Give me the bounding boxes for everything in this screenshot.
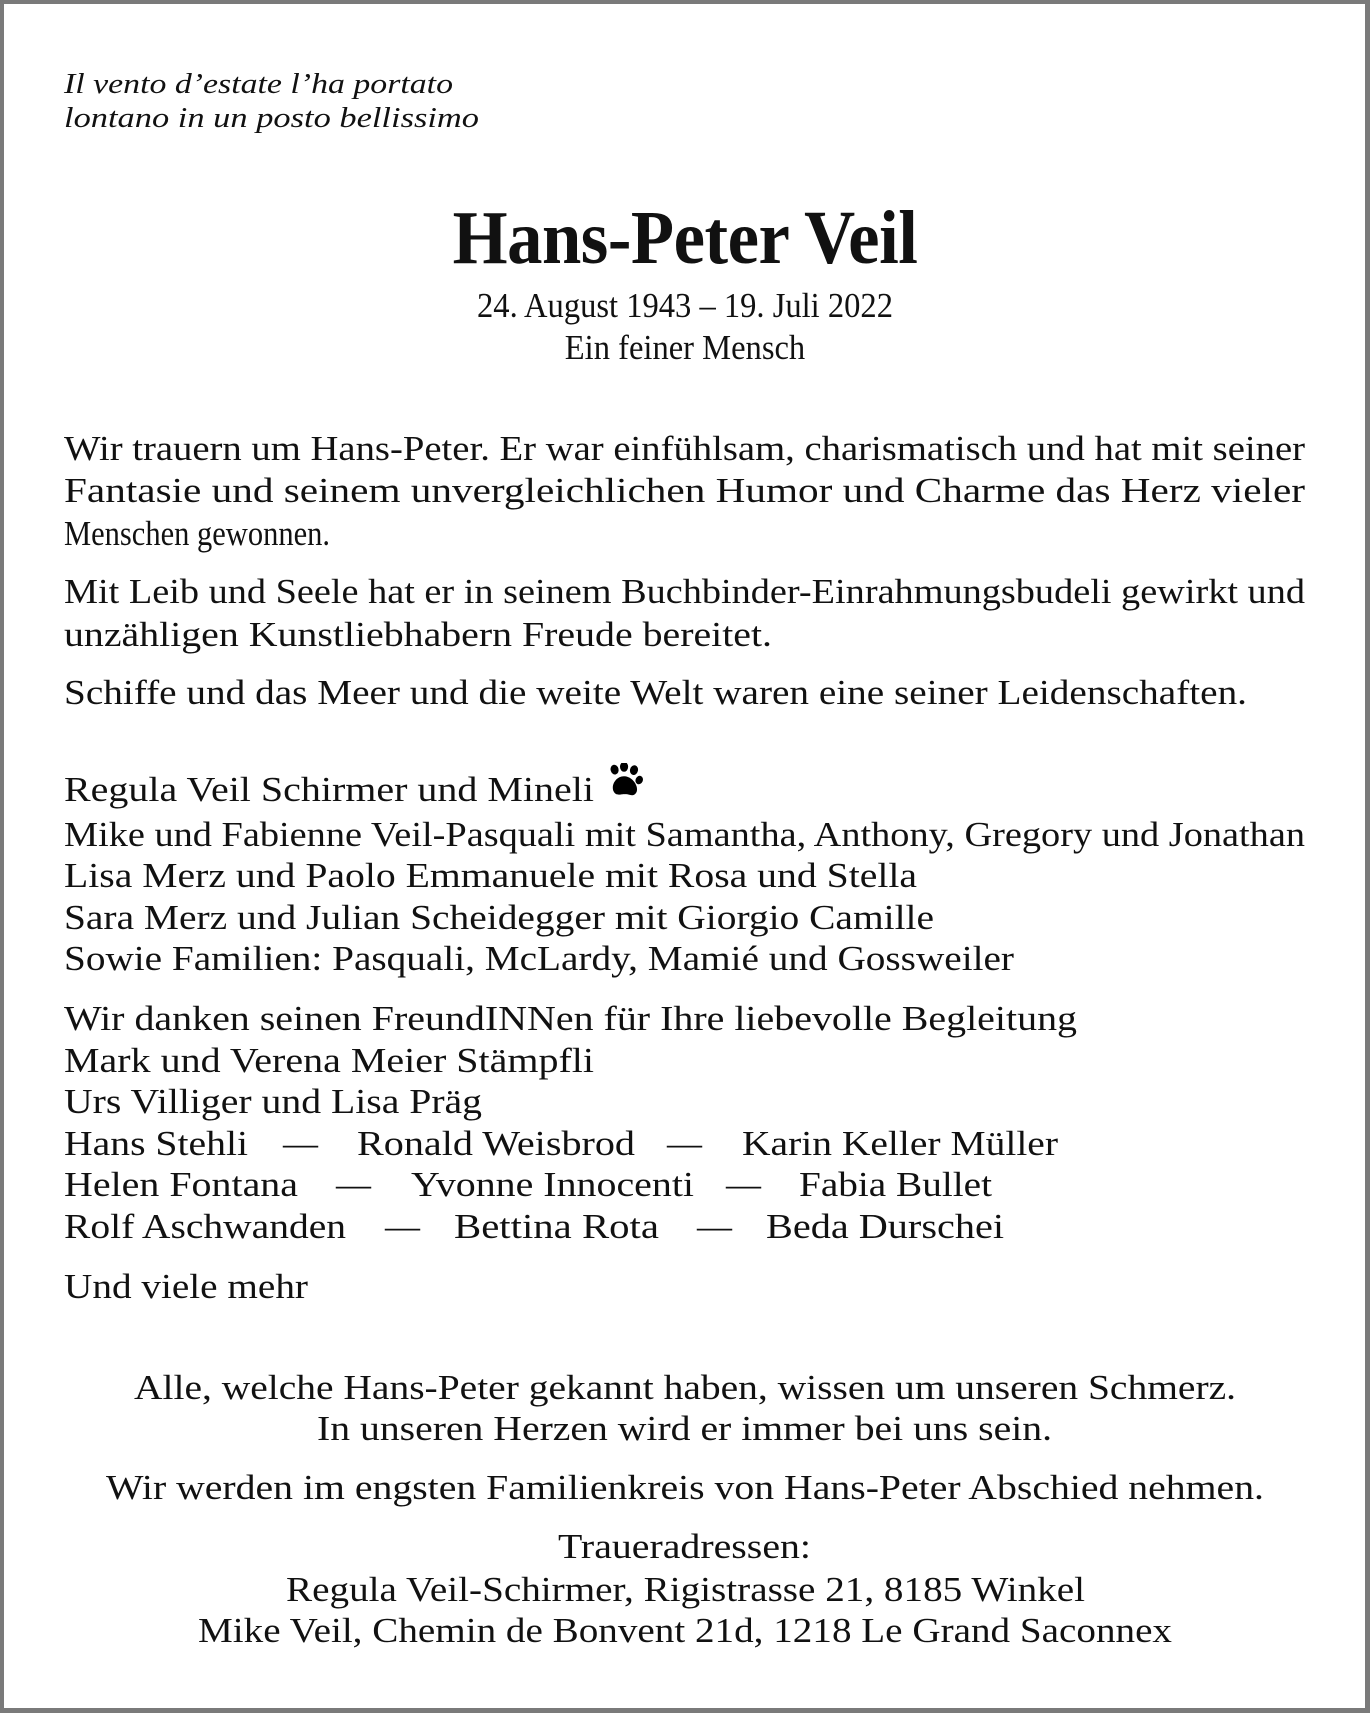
paw-print-icon	[606, 763, 644, 799]
separator-dash: —	[336, 1165, 371, 1204]
addresses-label: Traueradressen:	[558, 1527, 811, 1566]
paragraph-1-line-2: Fantasie und seinem unvergleichlichen Humor und Charme das Herz vieler	[64, 471, 1305, 510]
friend-name: Karin Keller Müller	[742, 1124, 1058, 1163]
friend-name: Rolf Aschwanden	[64, 1207, 346, 1246]
paragraph-1-line-3: Menschen gewonnen.	[64, 514, 330, 553]
friends-line-2: Urs Villiger und Lisa Präg	[64, 1082, 482, 1121]
paragraph-2-line-1: Mit Leib und Seele hat er in seinem Buchbinder-Einrahmungsbudeli gewirkt und	[64, 572, 1305, 611]
farewell-line: Wir werden im engsten Familienkreis von Hans-Peter Abschied nehmen.	[106, 1468, 1264, 1507]
separator-dash: —	[385, 1207, 420, 1246]
address-line-1: Regula Veil-Schirmer, Rigistrasse 21, 8185 Winkel	[286, 1570, 1085, 1609]
family-line-3: Lisa Merz und Paolo Emmanuele mit Rosa und Stella	[64, 856, 917, 895]
tagline: Ein feiner Mensch	[564, 328, 806, 367]
friend-name: Helen Fontana	[64, 1165, 298, 1204]
motto-line-1: Il vento d’estate l’ha portato	[64, 68, 453, 100]
separator-dash: —	[697, 1207, 732, 1246]
family-line-2: Mike und Fabienne Veil-Pasquali mit Samantha, Anthony, Gregory und Jonathan	[64, 815, 1305, 854]
friends-intro: Wir danken seinen FreundINNen für Ihre liebevolle Begleitung	[64, 999, 1077, 1038]
motto-line-2: lontano in un posto bellissimo	[64, 102, 479, 134]
friend-name: Beda Durschei	[766, 1207, 1004, 1246]
friends-line-1: Mark und Verena Meier Stämpfli	[64, 1041, 594, 1080]
family-line-4: Sara Merz und Julian Scheidegger mit Giorgio Camille	[64, 898, 934, 937]
paragraph-3-line-1: Schiffe und das Meer und die weite Welt waren eine seiner Leidenschaften.	[64, 673, 1247, 712]
friend-name: Yvonne Innocenti	[411, 1165, 694, 1204]
separator-dash: —	[726, 1165, 761, 1204]
friend-name: Ronald Weisbrod	[357, 1124, 635, 1163]
friend-name: Bettina Rota	[454, 1207, 659, 1246]
separator-dash: —	[667, 1124, 702, 1163]
friends-closing: Und viele mehr	[64, 1267, 308, 1306]
friend-name: Hans Stehli	[64, 1124, 248, 1163]
paragraph-2-line-2: unzähligen Kunstliebhabern Freude bereitet.	[64, 615, 772, 654]
paragraph-1-line-1: Wir trauern um Hans-Peter. Er war einfühlsam, charismatisch und hat mit seiner	[64, 429, 1305, 468]
closing-line-2: In unseren Herzen wird er immer bei uns sein.	[317, 1409, 1052, 1448]
life-dates: 24. August 1943 – 19. Juli 2022	[477, 286, 893, 325]
deceased-name: Hans-Peter Veil	[452, 196, 918, 280]
closing-line-1: Alle, welche Hans-Peter gekannt haben, wissen um unseren Schmerz.	[134, 1368, 1236, 1407]
separator-dash: —	[283, 1124, 318, 1163]
address-line-2: Mike Veil, Chemin de Bonvent 21d, 1218 Le Grand Saconnex	[198, 1611, 1172, 1650]
friend-name: Fabia Bullet	[799, 1165, 992, 1204]
family-line-5: Sowie Familien: Pasquali, McLardy, Mamié und Gossweiler	[64, 939, 1014, 978]
family-line-1: Regula Veil Schirmer und Mineli	[64, 770, 594, 809]
